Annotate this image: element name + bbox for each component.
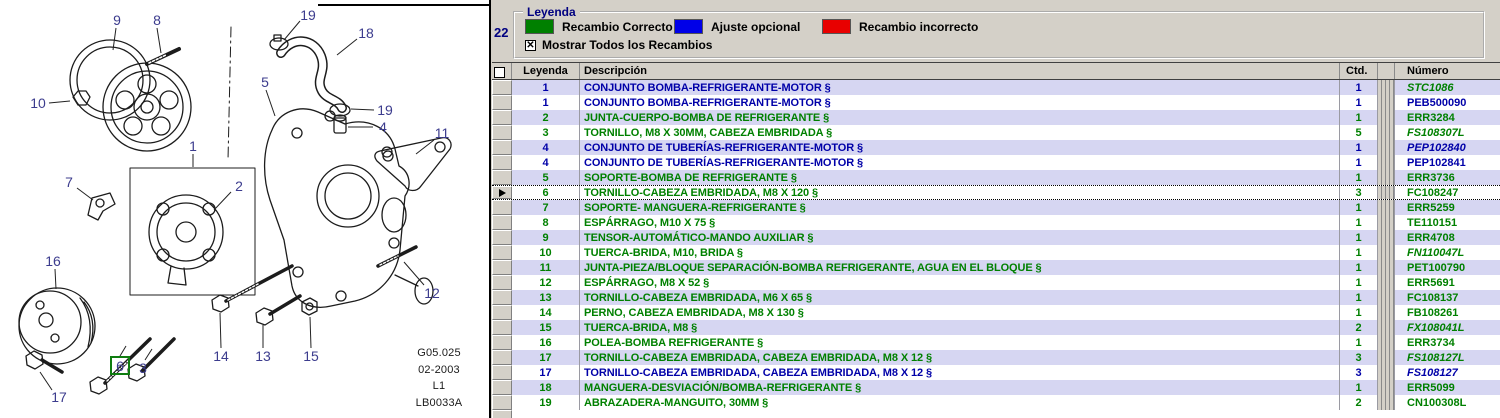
- legend-swatch: [674, 19, 703, 34]
- row-selector[interactable]: [492, 245, 512, 260]
- row-selector[interactable]: [492, 186, 512, 199]
- cell-ctd: 1: [1340, 215, 1378, 230]
- cell-grip: [1378, 260, 1395, 275]
- cell-ctd: 2: [1340, 395, 1378, 410]
- cell-leyenda: 17: [512, 365, 580, 380]
- cell-ctd: 1: [1340, 260, 1378, 275]
- callout-number[interactable]: 2: [235, 178, 243, 194]
- current-record-arrow-icon: [499, 189, 506, 197]
- cell-ctd: 1: [1340, 80, 1378, 95]
- callout-number[interactable]: 16: [45, 253, 61, 269]
- cell-leyenda: 9: [512, 230, 580, 245]
- table-row[interactable]: [492, 125, 1500, 140]
- row-selector[interactable]: [492, 395, 512, 410]
- callout-number[interactable]: 10: [30, 95, 46, 111]
- table-row[interactable]: [492, 140, 1500, 155]
- cell-descripcion: POLEA-BOMBA REFRIGERANTE §: [580, 335, 1340, 350]
- cell-numero: FC108247: [1407, 186, 1459, 199]
- cell-numero: FS108127: [1407, 366, 1458, 379]
- cell-grip: [1378, 215, 1395, 230]
- cell-descripcion: JUNTA-PIEZA/BLOQUE SEPARACIÓN-BOMBA REFRIGERANTE, AGUA EN EL BLOQUE §: [580, 260, 1340, 275]
- cell-descripcion: CONJUNTO DE TUBERÍAS-REFRIGERANTE-MOTOR §: [580, 155, 1340, 170]
- table-row[interactable]: [492, 260, 1500, 275]
- legend-item-incorrect: [822, 19, 978, 34]
- callout-leader-line: [40, 372, 52, 390]
- cell-numero: STC1086: [1407, 81, 1454, 94]
- cell-leyenda: 6: [512, 186, 580, 199]
- cell-leyenda: 11: [512, 260, 580, 275]
- cell-numero: TE110151: [1407, 216, 1458, 229]
- show-all-checkline: [525, 38, 712, 52]
- row-selector: [492, 410, 512, 418]
- table-row[interactable]: [492, 245, 1500, 260]
- cell-numero: FS108307L: [1407, 126, 1465, 139]
- table-row[interactable]: [492, 155, 1500, 170]
- callout-number[interactable]: 14: [213, 348, 229, 364]
- table-row[interactable]: [492, 350, 1500, 365]
- cell-descripcion: TORNILLO, M8 X 30MM, CABEZA EMBRIDADA §: [580, 125, 1340, 140]
- row-selector[interactable]: [492, 170, 512, 185]
- callout-number[interactable]: 4: [379, 119, 387, 135]
- cell-ctd: 1: [1340, 110, 1378, 125]
- table-row[interactable]: [492, 380, 1500, 395]
- cell-grip: [1378, 380, 1395, 395]
- row-selector[interactable]: [492, 365, 512, 380]
- callout-number[interactable]: 7: [65, 174, 73, 190]
- cell-grip: [1378, 320, 1395, 335]
- table-header: [492, 63, 1500, 80]
- callout-number[interactable]: 1: [189, 138, 197, 154]
- cell-leyenda: 4: [512, 140, 580, 155]
- callout-number[interactable]: 5: [261, 74, 269, 90]
- cell-leyenda: 4: [512, 155, 580, 170]
- cell-numero: ERR3736: [1407, 171, 1455, 184]
- row-selector[interactable]: [492, 140, 512, 155]
- callout-leader-line: [266, 90, 275, 116]
- cell-grip: [1378, 200, 1395, 215]
- cell-grip: [1378, 275, 1395, 290]
- cell-grip: [1378, 80, 1395, 95]
- legend-swatch: [822, 19, 851, 34]
- show-all-checkbox[interactable]: ✕: [526, 39, 535, 51]
- row-selector[interactable]: [492, 200, 512, 215]
- legend-title: Leyenda: [523, 5, 580, 19]
- cell-leyenda: 13: [512, 290, 580, 305]
- cell-ctd: 1: [1340, 230, 1378, 245]
- cell-ctd: 3: [1340, 186, 1378, 199]
- row-selector[interactable]: [492, 215, 512, 230]
- row-selector[interactable]: [492, 230, 512, 245]
- table-row[interactable]: [492, 110, 1500, 125]
- cell-ctd: 1: [1340, 170, 1378, 185]
- table-row[interactable]: [492, 170, 1500, 185]
- callout-leader-line: [220, 313, 221, 348]
- cell-numero: ERR5691: [1407, 276, 1455, 289]
- callout-number[interactable]: 9: [113, 12, 121, 28]
- cell-numero: PEP102840: [1407, 141, 1466, 154]
- parts-table: [492, 62, 1500, 418]
- cell-ctd: 1: [1340, 380, 1378, 395]
- callout-leader-line: [214, 192, 231, 210]
- row-selector[interactable]: [492, 80, 512, 95]
- footnote-line: 02-2003: [418, 363, 460, 376]
- cell-ctd: 3: [1340, 365, 1378, 380]
- footnote-line: L1: [432, 380, 446, 392]
- callout-number[interactable]: 6: [116, 358, 124, 374]
- cell-descripcion: TORNILLO-CABEZA EMBRIDADA, CABEZA EMBRIDADA, M8 X 12 §: [580, 350, 1340, 365]
- cell-descripcion: TENSOR-AUTOMÁTICO-MANDO AUXILIAR §: [580, 230, 1340, 245]
- cell-numero: FS108127L: [1407, 351, 1465, 364]
- cell-ctd: 1: [1340, 305, 1378, 320]
- header-leyenda[interactable]: Leyenda: [512, 63, 580, 79]
- cell-ctd: 1: [1340, 290, 1378, 305]
- table-row[interactable]: [492, 200, 1500, 215]
- callout-leader-line: [77, 188, 93, 200]
- cell-descripcion: TUERCA-BRIDA, M10, BRIDA §: [580, 245, 1340, 260]
- cell-grip: [1378, 95, 1395, 110]
- table-row[interactable]: [492, 290, 1500, 305]
- cell-numero: FN110047L: [1407, 246, 1465, 259]
- cell-ctd: 1: [1340, 245, 1378, 260]
- cell-grip: [1378, 186, 1395, 199]
- cell-leyenda: 17: [512, 350, 580, 365]
- cell-ctd: 3: [1340, 350, 1378, 365]
- cell-descripcion: CONJUNTO BOMBA-REFRIGERANTE-MOTOR §: [580, 95, 1340, 110]
- cell-leyenda: 14: [512, 305, 580, 320]
- row-selector[interactable]: [492, 110, 512, 125]
- callout-number[interactable]: 18: [358, 25, 374, 41]
- legend-item-optional: [674, 19, 800, 34]
- cell-descripcion: CONJUNTO BOMBA-REFRIGERANTE-MOTOR §: [580, 80, 1340, 95]
- table-body: [492, 80, 1500, 418]
- row-selector[interactable]: [492, 380, 512, 395]
- callout-leader-line: [310, 317, 311, 348]
- callout-number[interactable]: 13: [255, 348, 271, 364]
- cell-descripcion: SOPORTE-BOMBA DE REFRIGERANTE §: [580, 170, 1340, 185]
- parts-panel: [491, 0, 1500, 418]
- callout-leader-line: [55, 269, 56, 289]
- cell-ctd: 1: [1340, 155, 1378, 170]
- legend-item-label: Ajuste opcional: [711, 19, 801, 34]
- cell-numero: PEP102841: [1407, 156, 1466, 169]
- table-row[interactable]: [492, 320, 1500, 335]
- legend-item-label: Recambio Correcto: [562, 19, 673, 34]
- cell-descripcion: ABRAZADERA-MANGUITO, 30MM §: [580, 395, 1340, 410]
- callout-number[interactable]: 19: [377, 102, 393, 118]
- legend-groupbox: [513, 5, 1485, 59]
- cell-numero: FC108137: [1407, 291, 1459, 304]
- cell-leyenda: 19: [512, 395, 580, 410]
- cell-grip: [1378, 155, 1395, 170]
- diagram-footnote: [404, 345, 474, 411]
- cell-numero: FX108041L: [1407, 321, 1465, 334]
- cell-leyenda: 2: [512, 110, 580, 125]
- select-all-box-icon: [494, 67, 505, 78]
- cell-descripcion: CONJUNTO DE TUBERÍAS-REFRIGERANTE-MOTOR §: [580, 140, 1340, 155]
- row-selector[interactable]: [492, 305, 512, 320]
- cell-leyenda: 5: [512, 170, 580, 185]
- show-all-label: Mostrar Todos los Recambios: [542, 38, 713, 52]
- table-row[interactable]: [492, 365, 1500, 380]
- cell-leyenda: 16: [512, 335, 580, 350]
- cell-numero: PEB500090: [1407, 96, 1467, 109]
- cell-ctd: 2: [1340, 320, 1378, 335]
- cell-ctd: 1: [1340, 335, 1378, 350]
- callout-leader-line: [404, 262, 424, 285]
- page-number: 22: [494, 25, 509, 40]
- cell-descripcion: TORNILLO-CABEZA EMBRIDADA, M8 X 120 §: [580, 186, 1340, 199]
- callout-leader-line: [351, 109, 374, 110]
- cell-leyenda: 10: [512, 245, 580, 260]
- table-row[interactable]: [492, 395, 1500, 410]
- table-row[interactable]: [492, 335, 1500, 350]
- table-row-empty: [492, 410, 1500, 418]
- row-selector[interactable]: [492, 275, 512, 290]
- cell-descripcion: JUNTA-CUERPO-BOMBA DE REFRIGERANTE §: [580, 110, 1340, 125]
- cell-descripcion: TORNILLO-CABEZA EMBRIDADA, CABEZA EMBRIDADA, M8 X 12 §: [580, 365, 1340, 380]
- cell-numero: CN100308L: [1407, 396, 1467, 409]
- callout-number[interactable]: 17: [51, 389, 67, 405]
- row-selector[interactable]: [492, 320, 512, 335]
- cell-numero: ERR5099: [1407, 381, 1455, 394]
- cell-numero: PET100790: [1407, 261, 1466, 274]
- callout-leader-line: [337, 39, 357, 55]
- row-selector[interactable]: [492, 260, 512, 275]
- cell-grip: [1378, 350, 1395, 365]
- callout-number[interactable]: 12: [424, 285, 440, 301]
- cell-descripcion: MANGUERA-DESVIACIÓN/BOMBA-REFRIGERANTE §: [580, 380, 1340, 395]
- cell-leyenda: 1: [512, 80, 580, 95]
- callout-number[interactable]: 19: [300, 7, 316, 23]
- table-row[interactable]: [492, 305, 1500, 320]
- cell-grip: [1378, 125, 1395, 140]
- cell-ctd: 1: [1340, 275, 1378, 290]
- cell-descripcion: PERNO, CABEZA EMBRIDADA, M8 X 130 §: [580, 305, 1340, 320]
- callout-leader-line: [157, 28, 161, 53]
- row-selector[interactable]: [492, 155, 512, 170]
- table-row[interactable]: [492, 80, 1500, 95]
- legend-item-label: Recambio incorrecto: [859, 19, 979, 34]
- callout-number[interactable]: 3: [139, 360, 147, 376]
- cell-grip: [1378, 395, 1395, 410]
- table-row[interactable]: [492, 215, 1500, 230]
- cell-grip: [1378, 335, 1395, 350]
- cell-leyenda: 8: [512, 215, 580, 230]
- cell-grip: [1378, 140, 1395, 155]
- cell-grip: [1378, 170, 1395, 185]
- callout-layer: [30, 7, 449, 405]
- cell-descripcion: TORNILLO-CABEZA EMBRIDADA, M6 X 65 §: [580, 290, 1340, 305]
- cell-leyenda: 12: [512, 275, 580, 290]
- cell-grip: [1378, 365, 1395, 380]
- cell-ctd: 1: [1340, 200, 1378, 215]
- row-selector[interactable]: [492, 335, 512, 350]
- callout-number[interactable]: 11: [434, 125, 450, 141]
- cell-grip: [1378, 110, 1395, 125]
- cell-grip: [1378, 245, 1395, 260]
- cell-descripcion: ESPÁRRAGO, M10 X 75 §: [580, 215, 1340, 230]
- cell-leyenda: 1: [512, 95, 580, 110]
- cell-descripcion: ESPÁRRAGO, M8 X 52 §: [580, 275, 1340, 290]
- cell-numero: FB108261: [1407, 306, 1459, 319]
- header-grip[interactable]: [1378, 63, 1395, 79]
- legend-swatch: [525, 19, 554, 34]
- row-selector[interactable]: [492, 290, 512, 305]
- header-ctd[interactable]: Ctd.: [1340, 63, 1378, 79]
- callout-leader-line: [120, 346, 126, 356]
- cell-grip: [1378, 305, 1395, 320]
- cell-ctd: 1: [1340, 95, 1378, 110]
- cell-descripcion: TUERCA-BRIDA, M8 §: [580, 320, 1340, 335]
- cell-ctd: 5: [1340, 125, 1378, 140]
- header-select-all[interactable]: [492, 63, 512, 79]
- cell-numero: ERR3734: [1407, 336, 1455, 349]
- footnote-line: LB0033A: [415, 396, 463, 409]
- table-row[interactable]: [492, 95, 1500, 110]
- cell-grip: [1378, 290, 1395, 305]
- cell-grip: [1378, 230, 1395, 245]
- row-selector[interactable]: [492, 350, 512, 365]
- table-row[interactable]: [492, 230, 1500, 245]
- header-numero[interactable]: Número: [1407, 65, 1449, 77]
- callout-number[interactable]: 15: [303, 348, 319, 364]
- cell-leyenda: 18: [512, 380, 580, 395]
- cell-descripcion: SOPORTE- MANGUERA-REFRIGERANTE §: [580, 200, 1340, 215]
- table-row[interactable]: [492, 185, 1500, 200]
- legend-item-correct: [525, 19, 673, 34]
- row-selector[interactable]: [492, 95, 512, 110]
- callout-number[interactable]: 8: [153, 12, 161, 28]
- callout-leader-line: [49, 101, 70, 103]
- header-descripcion[interactable]: Descripción: [580, 63, 1340, 79]
- row-selector[interactable]: [492, 125, 512, 140]
- footnote-line: G05.025: [417, 347, 461, 359]
- table-row[interactable]: [492, 275, 1500, 290]
- parts-diagram: [0, 0, 489, 418]
- cell-leyenda: 7: [512, 200, 580, 215]
- cell-numero: ERR3284: [1407, 111, 1455, 124]
- callout-leader-line: [145, 349, 152, 360]
- cell-numero: ERR5259: [1407, 201, 1455, 214]
- cell-leyenda: 15: [512, 320, 580, 335]
- cell-ctd: 1: [1340, 140, 1378, 155]
- cell-leyenda: 3: [512, 125, 580, 140]
- cell-numero: ERR4708: [1407, 231, 1455, 244]
